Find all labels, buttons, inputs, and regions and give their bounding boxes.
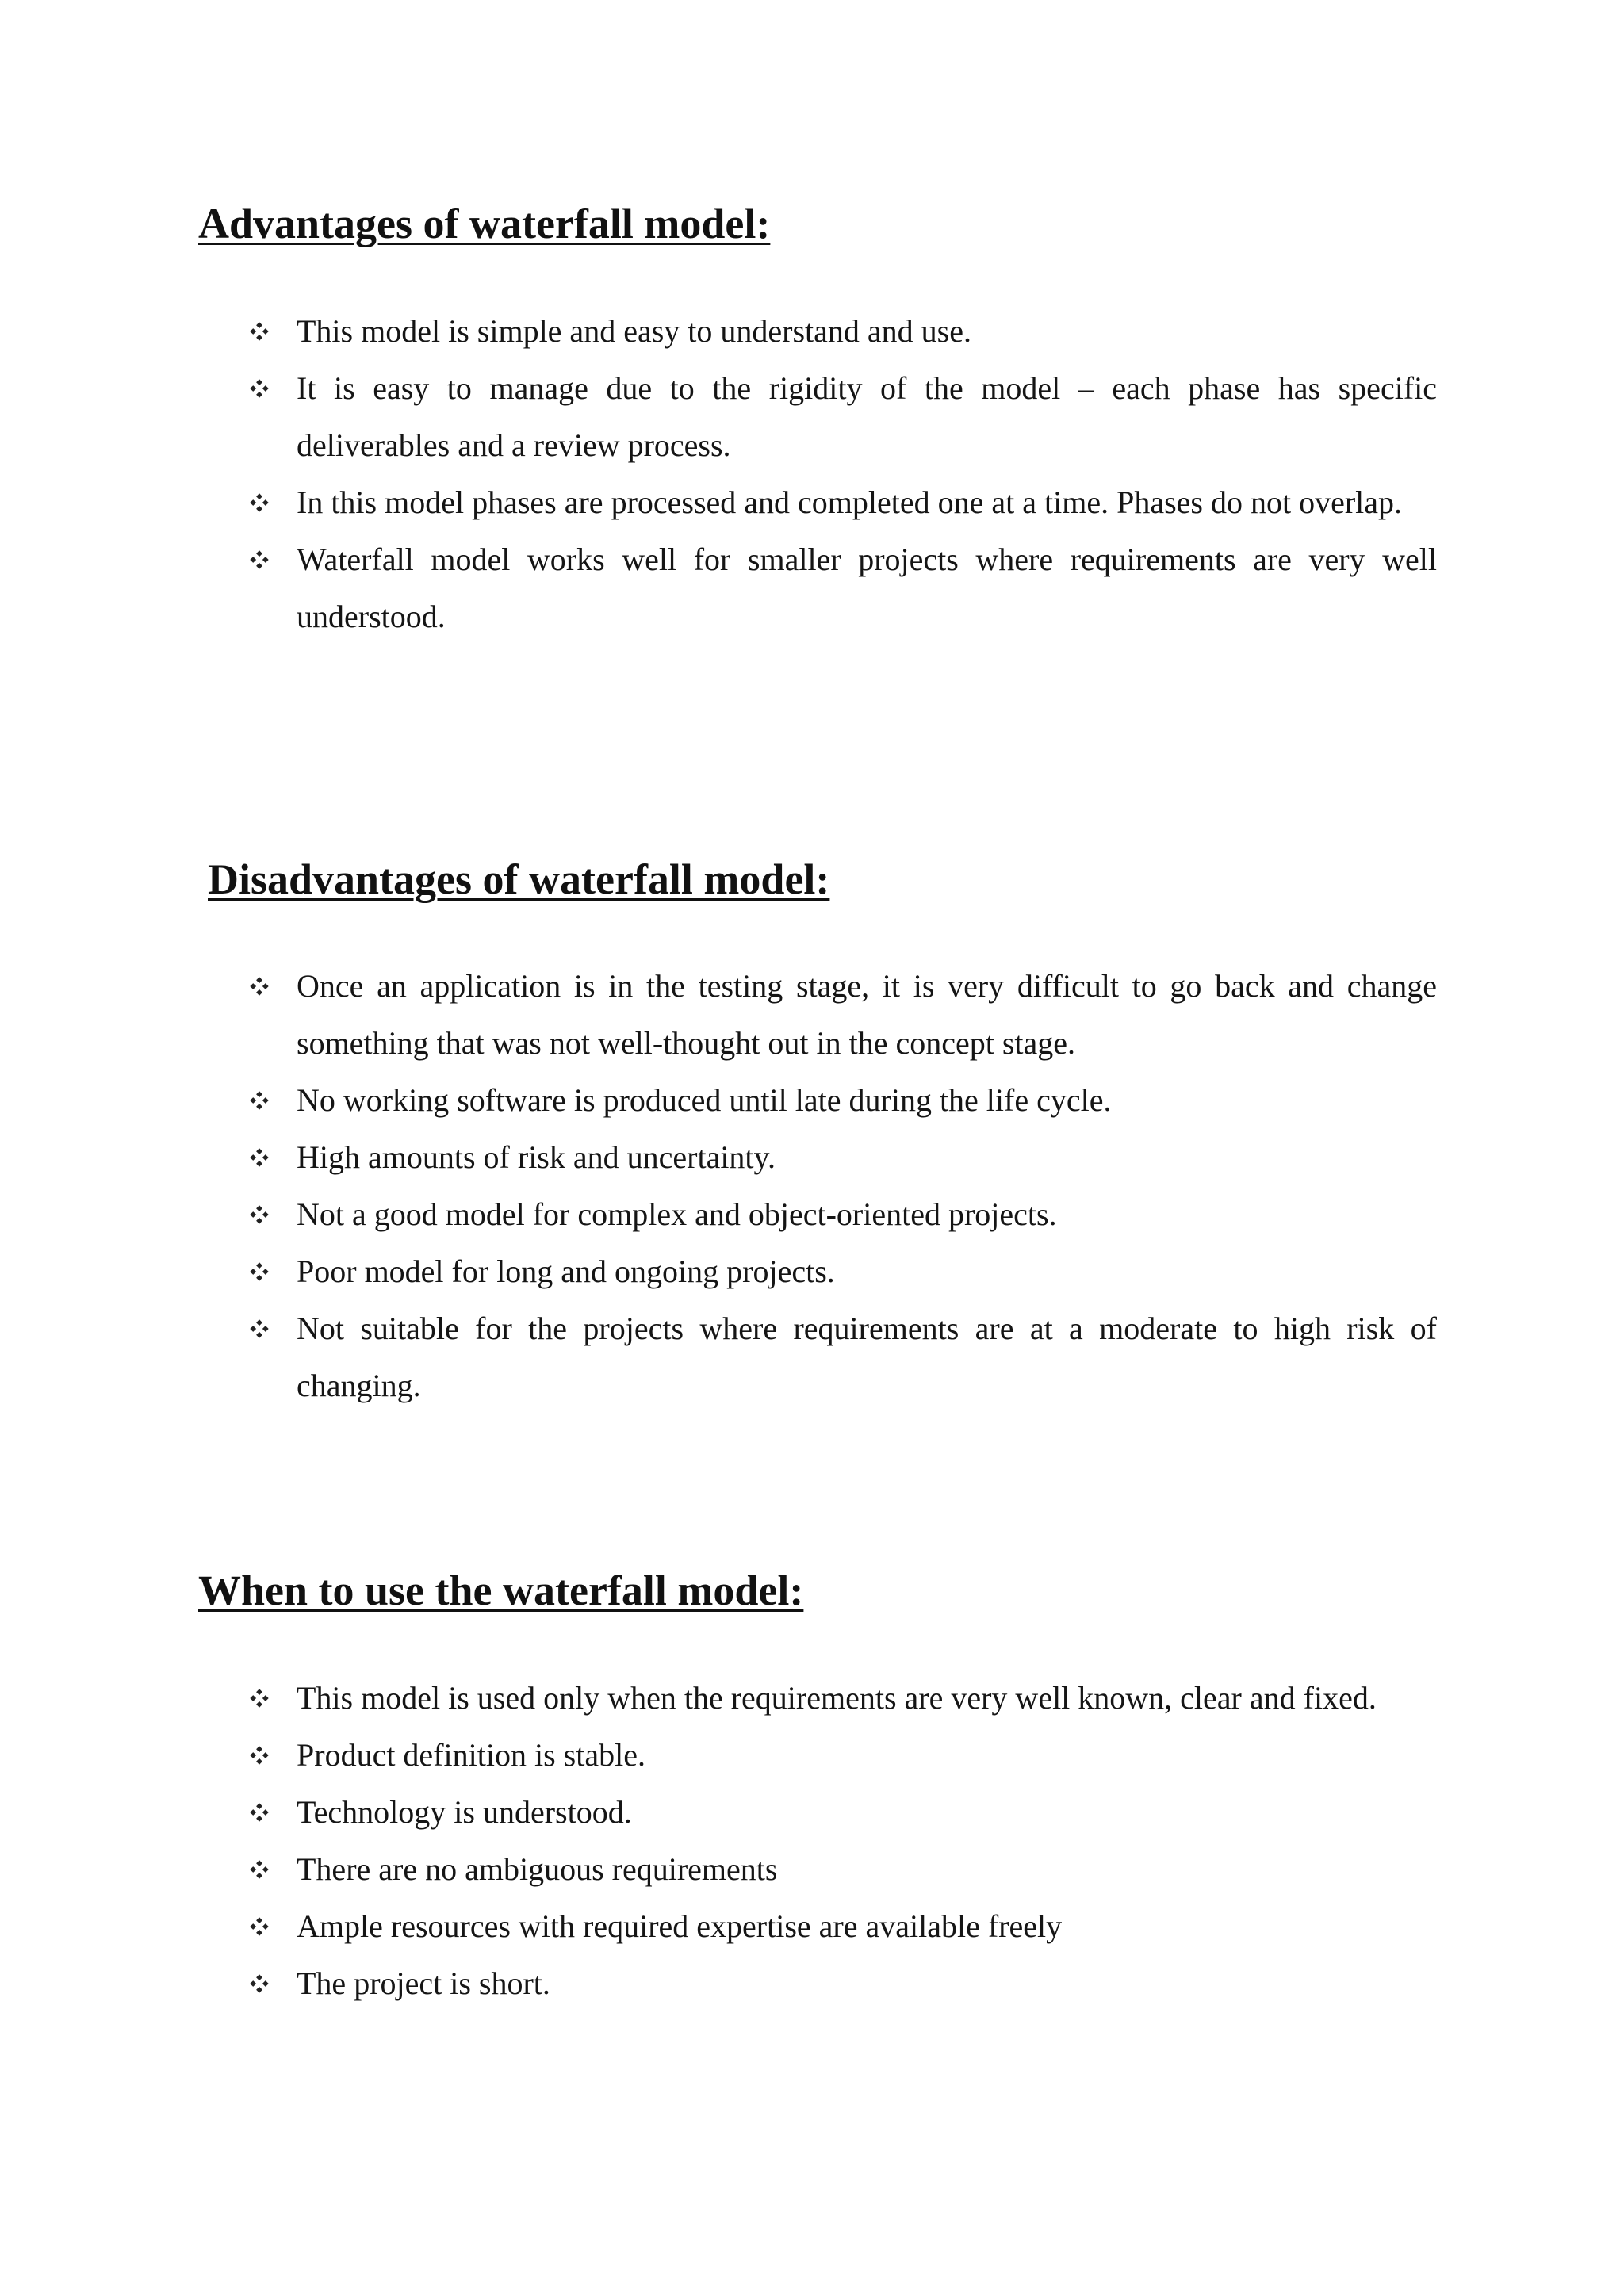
- list-item: [247, 1784, 1437, 1841]
- list-item-text: No working software is produced until late during the life cycle.: [297, 1082, 1112, 1118]
- list-item: [247, 1243, 1437, 1300]
- list-item: [247, 1300, 1437, 1414]
- four-diamond-bullet-icon: [247, 1727, 271, 1784]
- four-diamond-bullet-icon: [247, 958, 271, 1015]
- list-item-text: Not suitable for the projects where requirements are at a moderate to high risk of changing.: [297, 1311, 1437, 1403]
- heading-advantages: Advantages of waterfall model:: [198, 200, 771, 247]
- list-item-text: It is easy to manage due to the rigidity of the model – each phase has specific deliverables and a review process.: [297, 370, 1437, 463]
- four-diamond-bullet-icon: [247, 1300, 271, 1357]
- list-item: [247, 360, 1437, 474]
- list-item-text: The project is short.: [297, 1965, 550, 2001]
- list-item: [247, 474, 1437, 531]
- list-item: [247, 531, 1437, 645]
- four-diamond-bullet-icon: [247, 531, 271, 588]
- four-diamond-bullet-icon: [247, 303, 271, 360]
- disadvantages-list: [247, 958, 1437, 1414]
- list-item-text: In this model phases are processed and completed one at a time. Phases do not overlap.: [297, 484, 1403, 520]
- list-item: [247, 1727, 1437, 1784]
- list-item-text: Technology is understood.: [297, 1794, 632, 1830]
- list-item-text: Product definition is stable.: [297, 1737, 645, 1773]
- list-item-text: Waterfall model works well for smaller projects where requirements are very well understood.: [297, 541, 1437, 634]
- list-item-text: Once an application is in the testing stage, it is very difficult to go back and change something that was not well-thought out in the concept stage.: [297, 968, 1437, 1061]
- list-item: [247, 1072, 1437, 1129]
- four-diamond-bullet-icon: [247, 1841, 271, 1898]
- four-diamond-bullet-icon: [247, 1129, 271, 1186]
- list-item: [247, 1955, 1437, 2012]
- list-item-text: Not a good model for complex and object-oriented projects.: [297, 1196, 1057, 1232]
- list-item-text: This model is simple and easy to understand and use.: [297, 313, 971, 349]
- four-diamond-bullet-icon: [247, 1243, 271, 1300]
- list-item-text: This model is used only when the requirements are very well known, clear and fixed.: [297, 1680, 1377, 1716]
- list-item-text: High amounts of risk and uncertainty.: [297, 1139, 776, 1175]
- heading-when-to-use: When to use the waterfall model:: [198, 1567, 804, 1614]
- four-diamond-bullet-icon: [247, 474, 271, 531]
- list-item-text: Poor model for long and ongoing projects.: [297, 1253, 835, 1289]
- list-item-text: Ample resources with required expertise are available freely: [297, 1908, 1063, 1944]
- list-item: [247, 303, 1437, 360]
- four-diamond-bullet-icon: [247, 1186, 271, 1243]
- list-item: [247, 1670, 1437, 1727]
- advantages-list: [247, 303, 1437, 645]
- list-item: [247, 1129, 1437, 1186]
- list-item: [247, 1841, 1437, 1898]
- list-item-text: There are no ambiguous requirements: [297, 1851, 778, 1887]
- heading-disadvantages: Disadvantages of waterfall model:: [208, 855, 830, 903]
- when-to-use-list: [247, 1670, 1437, 2012]
- four-diamond-bullet-icon: [247, 1670, 271, 1727]
- four-diamond-bullet-icon: [247, 360, 271, 417]
- four-diamond-bullet-icon: [247, 1784, 271, 1841]
- list-item: [247, 1186, 1437, 1243]
- four-diamond-bullet-icon: [247, 1955, 271, 2012]
- list-item: [247, 958, 1437, 1072]
- four-diamond-bullet-icon: [247, 1072, 271, 1129]
- list-item: [247, 1898, 1437, 1955]
- four-diamond-bullet-icon: [247, 1898, 271, 1955]
